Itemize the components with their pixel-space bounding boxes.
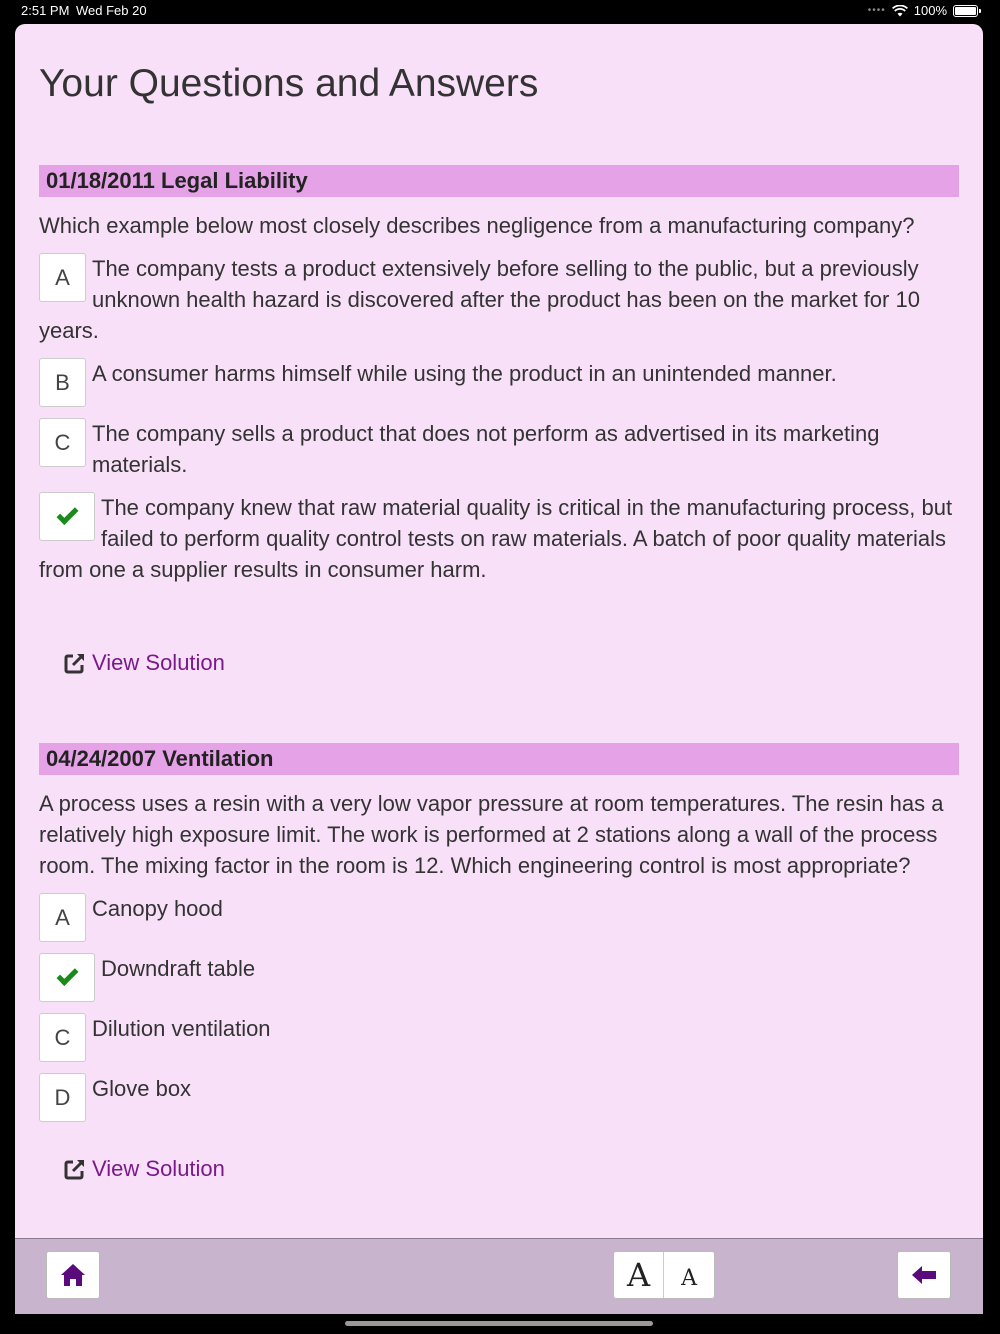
answer-option[interactable]	[39, 1073, 959, 1121]
external-link-icon	[64, 652, 86, 674]
view-solution-link[interactable]	[64, 650, 225, 676]
view-solution-link[interactable]	[64, 1156, 225, 1182]
qa-item	[39, 743, 959, 1124]
home-button[interactable]	[46, 1251, 100, 1299]
status-right	[868, 3, 978, 18]
back-button[interactable]	[897, 1251, 951, 1299]
question-text: A process uses a resin with a very low vapor pressure at room temperatures. The resin has a relatively high exposure limit. The work is performed at 2 stations along a wall of the process room. The mixing factor in the room is 12. Which engineering control is most appropriate?	[39, 791, 944, 878]
option-text: Glove box	[92, 1076, 192, 1101]
option-text: Canopy hood	[92, 896, 223, 921]
status-bar	[0, 0, 1000, 24]
option-text: The company sells a product that does not perform as advertised in its marketing materials.	[92, 421, 880, 477]
signal-dots-icon: ••••	[867, 5, 886, 16]
option-text: The company tests a product extensively before selling to the public, but a previously unknown health hazard is discovered after the product has been on the market for 10 years.	[39, 256, 920, 343]
option-letter: A	[39, 893, 86, 942]
option-text: Downdraft table	[101, 956, 256, 981]
view-solution-label: View Solution	[92, 650, 225, 675]
font-size-controls	[613, 1251, 715, 1299]
battery-icon	[953, 5, 978, 17]
option-text: A consumer harms himself while using the product in an unintended manner.	[92, 361, 837, 386]
increase-font-button[interactable]: A	[614, 1252, 664, 1298]
option-letter: A	[39, 253, 86, 302]
qa-header: 04/24/2007 Ventilation	[39, 743, 959, 775]
answer-option[interactable]	[39, 358, 959, 406]
bottom-toolbar	[15, 1238, 983, 1314]
option-letter: C	[39, 418, 86, 467]
arrow-left-icon	[911, 1265, 937, 1285]
external-link-icon	[64, 1158, 86, 1180]
question-text: Which example below most closely describes negligence from a manufacturing company?	[39, 213, 915, 238]
answer-option[interactable]	[39, 253, 959, 346]
qa-item	[39, 165, 959, 585]
answer-option[interactable]	[39, 1013, 959, 1061]
status-date: Wed Feb 20	[76, 3, 147, 18]
option-letter: B	[39, 358, 86, 407]
status-time: 2:51 PM	[21, 3, 70, 18]
option-letter: C	[39, 1013, 86, 1062]
battery-percent: 100%	[913, 3, 947, 18]
option-text: Dilution ventilation	[92, 1016, 271, 1041]
content-sheet	[15, 24, 983, 1314]
option-letter: D	[39, 1073, 86, 1122]
correct-check-box	[39, 953, 95, 1002]
correct-check-box	[39, 492, 95, 541]
home-indicator	[345, 1321, 653, 1326]
wifi-icon	[892, 5, 908, 17]
answer-option-correct[interactable]	[39, 953, 959, 1001]
checkmark-icon	[56, 964, 78, 986]
page-title: Your Questions and Answers	[39, 62, 539, 105]
home-icon	[60, 1263, 86, 1287]
decrease-font-button[interactable]: A	[681, 1265, 697, 1291]
option-text: The company knew that raw material quality is critical in the manufacturing process, but failed to perform quality control tests on raw materials. A batch of poor quality materials from one a supplier results in consumer harm.	[39, 495, 953, 582]
checkmark-icon	[56, 503, 78, 525]
answer-option[interactable]	[39, 893, 959, 941]
qa-header: 01/18/2011 Legal Liability	[39, 165, 959, 197]
answer-option[interactable]	[39, 418, 959, 480]
view-solution-label: View Solution	[92, 1156, 225, 1181]
answer-option-correct[interactable]	[39, 492, 959, 585]
